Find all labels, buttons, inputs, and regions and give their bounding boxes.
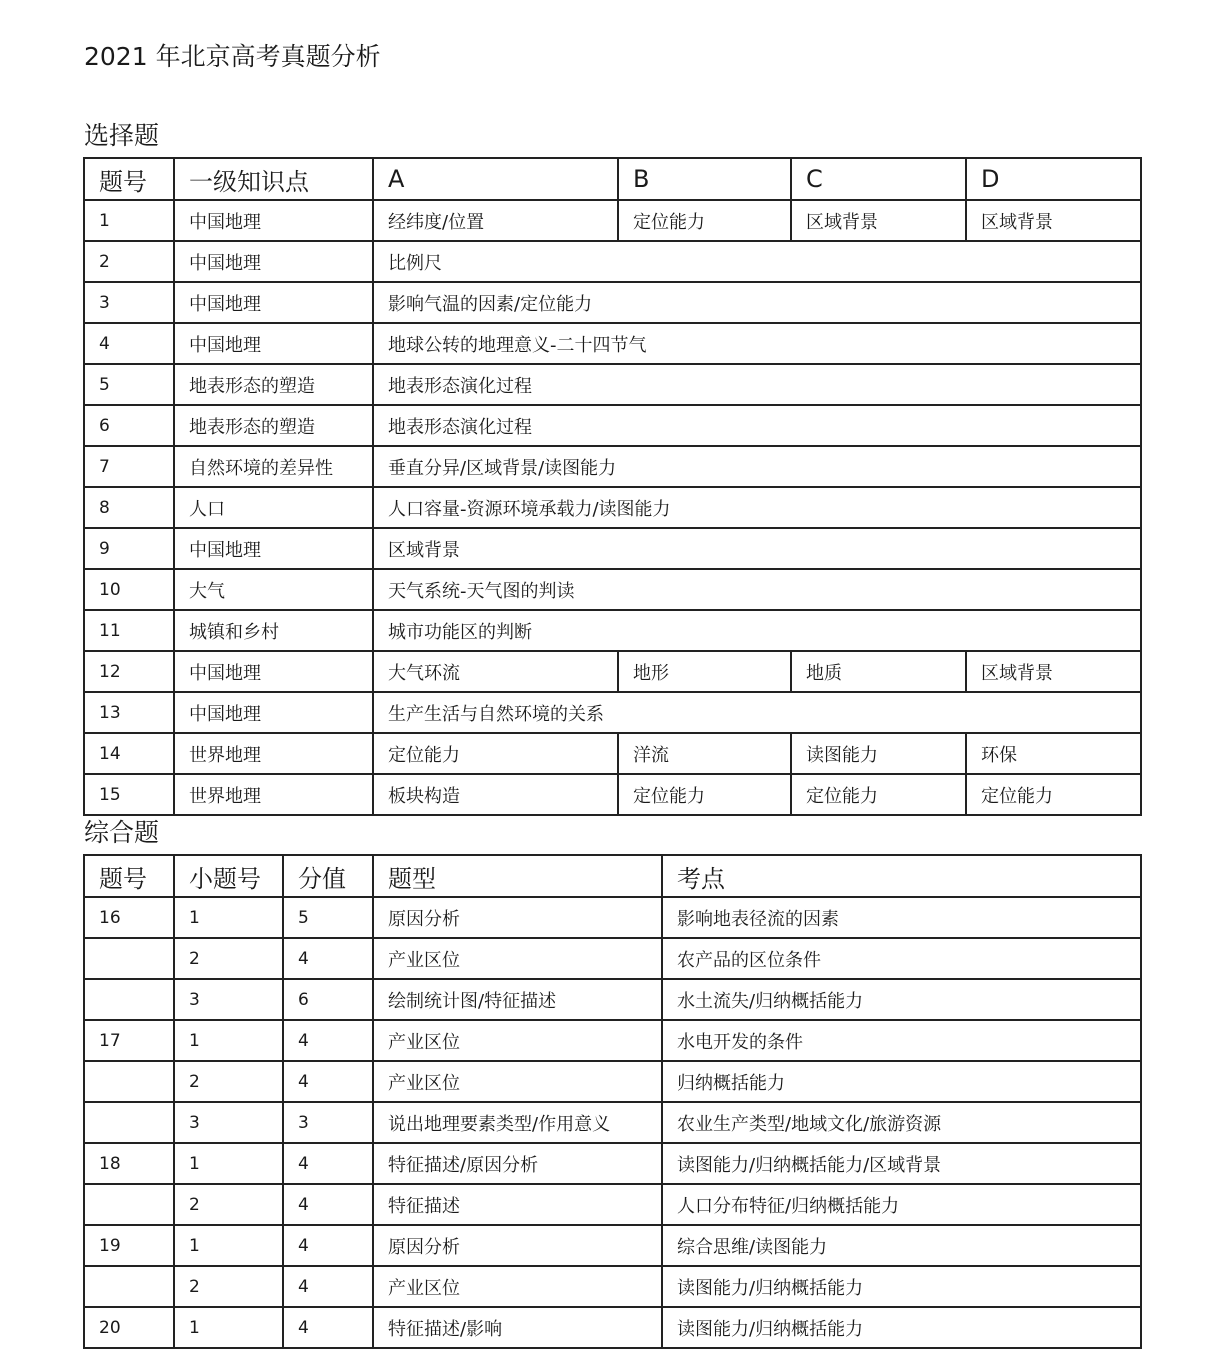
score: 4 — [283, 1143, 373, 1184]
sub-question-number: 2 — [174, 1266, 283, 1307]
table-row — [84, 323, 1141, 364]
table-row — [84, 1020, 1141, 1061]
primary-topic: 地表形态的塑造 — [174, 364, 373, 405]
score: 4 — [283, 1307, 373, 1348]
table-row — [84, 1143, 1141, 1184]
score: 4 — [283, 1061, 373, 1102]
page-title: 2021 年北京高考真题分析 — [84, 42, 381, 71]
table-row — [84, 1061, 1141, 1102]
table-row — [84, 1225, 1141, 1266]
option-b: 洋流 — [618, 733, 791, 774]
question-type: 绘制统计图/特征描述 — [373, 979, 662, 1020]
option-a: 经纬度/位置 — [373, 200, 618, 241]
question-type: 产业区位 — [373, 1020, 662, 1061]
score: 4 — [283, 1266, 373, 1307]
question-number — [84, 938, 174, 979]
option-d: 区域背景 — [966, 651, 1141, 692]
test-point: 人口分布特征/归纳概括能力 — [662, 1184, 1141, 1225]
question-number: 2 — [84, 241, 174, 282]
header-question-no: 题号 — [84, 855, 174, 897]
table-row — [84, 897, 1141, 938]
primary-topic: 地表形态的塑造 — [174, 405, 373, 446]
question-number: 18 — [84, 1143, 174, 1184]
option-a: 城市功能区的判断 — [373, 610, 1141, 651]
table-row — [84, 733, 1141, 774]
question-type: 原因分析 — [373, 897, 662, 938]
option-a: 板块构造 — [373, 774, 618, 815]
question-type: 产业区位 — [373, 938, 662, 979]
option-c: 地质 — [791, 651, 966, 692]
header-question-no: 题号 — [84, 158, 174, 200]
header-score: 分值 — [283, 855, 373, 897]
option-d: 环保 — [966, 733, 1141, 774]
sub-question-number: 1 — [174, 1143, 283, 1184]
primary-topic: 中国地理 — [174, 528, 373, 569]
question-number — [84, 1266, 174, 1307]
sub-question-number: 2 — [174, 1184, 283, 1225]
question-number: 13 — [84, 692, 174, 733]
primary-topic: 中国地理 — [174, 282, 373, 323]
option-d: 区域背景 — [966, 200, 1141, 241]
question-number — [84, 1184, 174, 1225]
option-a: 大气环流 — [373, 651, 618, 692]
table-row — [84, 364, 1141, 405]
header-question-type: 题型 — [373, 855, 662, 897]
table-header-row — [84, 855, 1141, 897]
primary-topic: 中国地理 — [174, 651, 373, 692]
question-number: 15 — [84, 774, 174, 815]
table-row — [84, 1307, 1141, 1348]
question-type: 产业区位 — [373, 1061, 662, 1102]
sub-question-number: 3 — [174, 1102, 283, 1143]
table-header-row — [84, 158, 1141, 200]
question-number: 16 — [84, 897, 174, 938]
score: 4 — [283, 1184, 373, 1225]
test-point: 读图能力/归纳概括能力/区域背景 — [662, 1143, 1141, 1184]
test-point: 水土流失/归纳概括能力 — [662, 979, 1141, 1020]
table-row — [84, 200, 1141, 241]
test-point: 归纳概括能力 — [662, 1061, 1141, 1102]
primary-topic: 中国地理 — [174, 200, 373, 241]
option-a: 天气系统-天气图的判读 — [373, 569, 1141, 610]
option-b: 定位能力 — [618, 774, 791, 815]
multiple-choice-heading: 选择题 — [84, 121, 160, 150]
option-a: 区域背景 — [373, 528, 1141, 569]
question-number: 20 — [84, 1307, 174, 1348]
question-type: 特征描述/影响 — [373, 1307, 662, 1348]
question-number — [84, 979, 174, 1020]
question-type: 说出地理要素类型/作用意义 — [373, 1102, 662, 1143]
option-d: 定位能力 — [966, 774, 1141, 815]
question-number: 19 — [84, 1225, 174, 1266]
score: 4 — [283, 1020, 373, 1061]
table-row — [84, 692, 1141, 733]
test-point: 读图能力/归纳概括能力 — [662, 1266, 1141, 1307]
multiple-choice-table — [83, 157, 1142, 816]
question-number: 17 — [84, 1020, 174, 1061]
sub-question-number: 1 — [174, 897, 283, 938]
sub-question-number: 3 — [174, 979, 283, 1020]
table-row — [84, 774, 1141, 815]
question-number: 8 — [84, 487, 174, 528]
question-number: 7 — [84, 446, 174, 487]
test-point: 水电开发的条件 — [662, 1020, 1141, 1061]
primary-topic: 中国地理 — [174, 323, 373, 364]
table-row — [84, 528, 1141, 569]
option-a: 定位能力 — [373, 733, 618, 774]
header-test-point: 考点 — [662, 855, 1141, 897]
test-point: 影响地表径流的因素 — [662, 897, 1141, 938]
option-a: 地球公转的地理意义-二十四节气 — [373, 323, 1141, 364]
primary-topic: 人口 — [174, 487, 373, 528]
option-b: 定位能力 — [618, 200, 791, 241]
table-row — [84, 446, 1141, 487]
header-primary-topic: 一级知识点 — [174, 158, 373, 200]
option-a: 垂直分异/区域背景/读图能力 — [373, 446, 1141, 487]
primary-topic: 城镇和乡村 — [174, 610, 373, 651]
option-a: 生产生活与自然环境的关系 — [373, 692, 1141, 733]
sub-question-number: 1 — [174, 1225, 283, 1266]
option-a: 地表形态演化过程 — [373, 405, 1141, 446]
question-number: 4 — [84, 323, 174, 364]
question-number: 11 — [84, 610, 174, 651]
test-point: 读图能力/归纳概括能力 — [662, 1307, 1141, 1348]
question-number: 12 — [84, 651, 174, 692]
multiple-choice-body — [84, 200, 1141, 815]
comprehensive-body — [84, 897, 1141, 1348]
test-point: 农产品的区位条件 — [662, 938, 1141, 979]
question-number: 14 — [84, 733, 174, 774]
header-d: D — [966, 158, 1141, 200]
primary-topic: 中国地理 — [174, 692, 373, 733]
table-row — [84, 241, 1141, 282]
option-a: 地表形态演化过程 — [373, 364, 1141, 405]
header-b: B — [618, 158, 791, 200]
question-number: 3 — [84, 282, 174, 323]
table-row — [84, 1266, 1141, 1307]
table-row — [84, 1184, 1141, 1225]
primary-topic: 世界地理 — [174, 733, 373, 774]
table-row — [84, 282, 1141, 323]
option-b: 地形 — [618, 651, 791, 692]
comprehensive-table — [83, 854, 1142, 1349]
header-a: A — [373, 158, 618, 200]
question-type: 产业区位 — [373, 1266, 662, 1307]
question-number: 5 — [84, 364, 174, 405]
sub-question-number: 1 — [174, 1307, 283, 1348]
question-number — [84, 1102, 174, 1143]
table-row — [84, 979, 1141, 1020]
header-c: C — [791, 158, 966, 200]
score: 6 — [283, 979, 373, 1020]
table-row — [84, 1102, 1141, 1143]
primary-topic: 大气 — [174, 569, 373, 610]
score: 4 — [283, 938, 373, 979]
header-sub-question-no: 小题号 — [174, 855, 283, 897]
question-type: 原因分析 — [373, 1225, 662, 1266]
question-number: 1 — [84, 200, 174, 241]
test-point: 综合思维/读图能力 — [662, 1225, 1141, 1266]
score: 4 — [283, 1225, 373, 1266]
table-row — [84, 569, 1141, 610]
table-row — [84, 487, 1141, 528]
comprehensive-heading: 综合题 — [84, 818, 160, 847]
score: 3 — [283, 1102, 373, 1143]
question-number: 6 — [84, 405, 174, 446]
primary-topic: 中国地理 — [174, 241, 373, 282]
score: 5 — [283, 897, 373, 938]
question-type: 特征描述/原因分析 — [373, 1143, 662, 1184]
option-a: 人口容量-资源环境承载力/读图能力 — [373, 487, 1141, 528]
option-c: 读图能力 — [791, 733, 966, 774]
primary-topic: 自然环境的差异性 — [174, 446, 373, 487]
sub-question-number: 2 — [174, 1061, 283, 1102]
table-row — [84, 651, 1141, 692]
sub-question-number: 1 — [174, 1020, 283, 1061]
test-point: 农业生产类型/地域文化/旅游资源 — [662, 1102, 1141, 1143]
option-a: 影响气温的因素/定位能力 — [373, 282, 1141, 323]
option-c: 区域背景 — [791, 200, 966, 241]
option-c: 定位能力 — [791, 774, 966, 815]
question-type: 特征描述 — [373, 1184, 662, 1225]
question-number — [84, 1061, 174, 1102]
sub-question-number: 2 — [174, 938, 283, 979]
option-a: 比例尺 — [373, 241, 1141, 282]
question-number: 10 — [84, 569, 174, 610]
table-row — [84, 405, 1141, 446]
table-row — [84, 938, 1141, 979]
primary-topic: 世界地理 — [174, 774, 373, 815]
table-row — [84, 610, 1141, 651]
question-number: 9 — [84, 528, 174, 569]
